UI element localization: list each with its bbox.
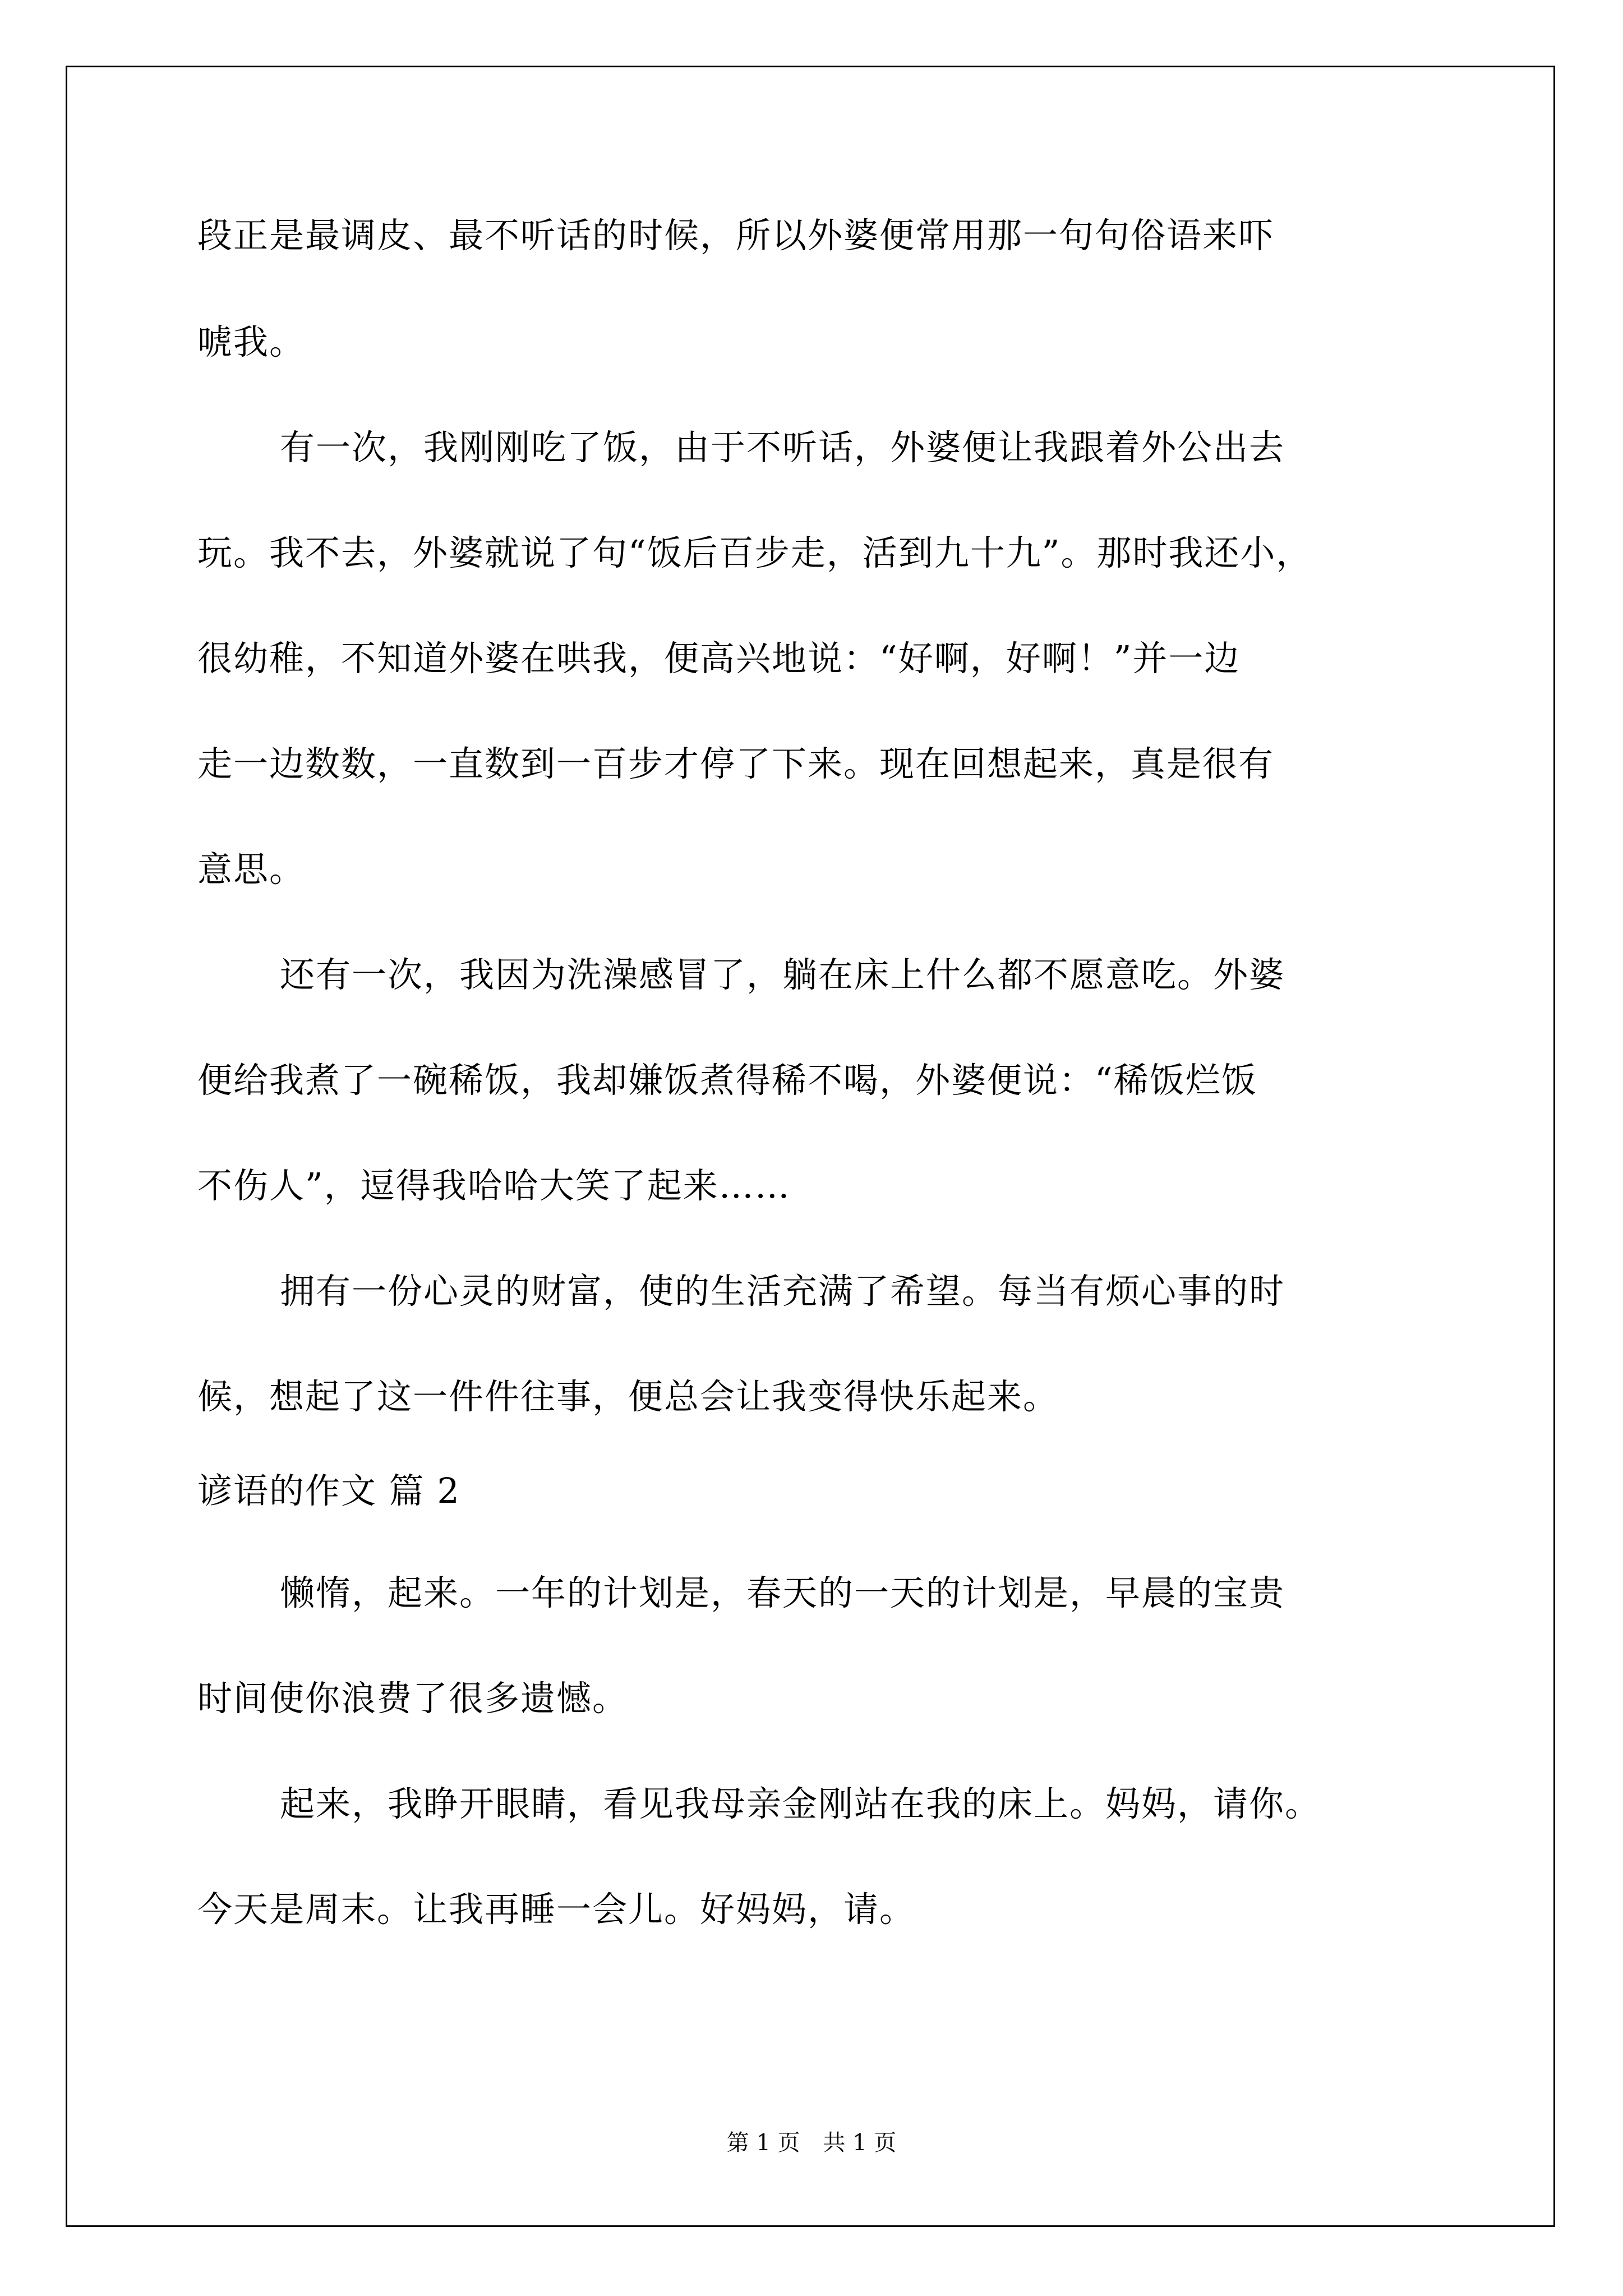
text-line: 意思。 xyxy=(197,849,306,890)
text-line: 还有一次，我因为洗澡感冒了，躺在床上什么都不愿意吃。外婆 xyxy=(280,954,1285,995)
text-line: 起来，我睁开眼睛，看见我母亲金刚站在我的床上。妈妈，请你。 xyxy=(280,1783,1321,1824)
text-line: 时间使你浪费了很多遗憾。 xyxy=(197,1678,629,1719)
section-heading: 谚语的作文 篇 2 xyxy=(197,1470,460,1511)
text-line: 懒惰，起来。一年的计划是，春天的一天的计划是，早晨的宝贵 xyxy=(280,1572,1285,1613)
text-line: 有一次，我刚刚吃了饭，由于不听话，外婆便让我跟着外公出去 xyxy=(280,427,1285,468)
page-total: 共 1 页 xyxy=(823,2130,897,2156)
text-line: 唬我。 xyxy=(197,321,306,362)
text-line: 候，想起了这一件件往事，便总会让我变得快乐起来。 xyxy=(197,1376,1059,1417)
text-line: 很幼稚，不知道外婆在哄我，便高兴地说：“好啊，好啊！”并一边 xyxy=(197,638,1241,679)
text-line: 拥有一份心灵的财富，使的生活充满了希望。每当有烦心事的时 xyxy=(280,1271,1285,1312)
text-line: 不伤人”，逗得我哈哈大笑了起来…… xyxy=(197,1165,791,1206)
text-line: 走一边数数，一直数到一百步才停了下来。现在回想起来，真是很有 xyxy=(197,743,1275,784)
text-line: 今天是周末。让我再睡一会儿。好妈妈，请。 xyxy=(197,1889,916,1930)
page-footer xyxy=(0,2129,1623,2157)
text-line: 玩。我不去，外婆就说了句“饭后百步走，活到九十九”。那时我还小， xyxy=(197,532,1312,573)
text-line: 段正是最调皮、最不听话的时候，所以外婆便常用那一句句俗语来吓 xyxy=(197,215,1275,256)
page-number: 第 1 页 xyxy=(726,2130,800,2156)
text-line: 便给我煮了一碗稀饭，我却嫌饭煮得稀不喝，外婆便说：“稀饭烂饭 xyxy=(197,1060,1257,1101)
